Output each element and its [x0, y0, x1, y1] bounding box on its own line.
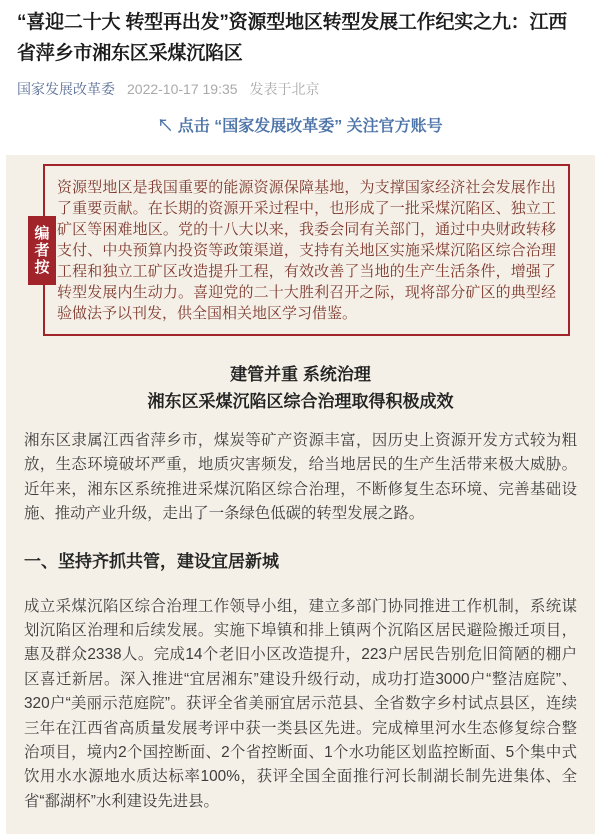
section-heading	[24, 361, 577, 415]
follow-hint	[0, 116, 600, 138]
account-link[interactable]: 国家发展改革委	[17, 81, 115, 97]
article-header	[0, 0, 600, 99]
publish-location: 发表于北京	[249, 81, 320, 97]
editor-tab-char: 者	[34, 242, 50, 259]
article-body-panel	[6, 155, 595, 834]
byline	[17, 79, 584, 99]
section-heading-line2: 湘东区采煤沉陷区综合治理取得积极成效	[147, 392, 454, 411]
subheading-1: 一、坚持齐抓共管，建设宜居新城	[24, 551, 279, 571]
paragraph-section-1: 成立采煤沉陷区综合治理工作领导小组，建立多部门协同推进工作机制，系统谋划沉陷区治理和后续发展。实施下埠镇和排上镇两个沉陷区居民避险搬迁项目，惠及群众2338人。完成14个老旧小区改造提升，223户居民告别危旧简陋的棚户区喜迁新居。深入推进“宜居湘东”建设升级行动，成功打造3000户“整洁庭院”、320户“美丽示范庭院”。获评全省美丽宜居示范县、全省数字乡村试点县区，连续三年在江西省高质量发展考评中获一类县区先进。完成樟里河水生态修复综合整治项目，境内2个国控断面、2个省控断面、1个水功能区划监控断面、5个集中式饮用水水源地水质达标率100%，获评全国全面推行河长制湖长制先进集体、全省“鄱湖杯”水利建设先进县。	[24, 597, 577, 810]
editor-note-box	[34, 164, 570, 336]
publish-date: 2022-10-17 19:35	[127, 81, 238, 97]
section-heading-line1: 建管并重 系统治理	[230, 365, 371, 384]
article-title: “喜迎二十大 转型再出发”资源型地区转型发展工作纪实之九：江西省萍乡市湘东区采煤沉陷区	[17, 12, 568, 64]
follow-hint-text: 点击 “国家发展改革委” 关注官方账号	[177, 118, 443, 135]
editor-note-text: 资源型地区是我国重要的能源资源保障基地，为支撑国家经济社会发展作出了重要贡献。在长期的资源开采过程中，也形成了一批采煤沉陷区、独立工矿区等困难地区。党的十八大以来，我委会同有关部门，通过中央财政转移支付、中央预算内投资等政策渠道，支持有关地区实施采煤沉陷区综合治理工程和独立工矿区改造提升工程，有效改善了当地的生产生活条件，增强了转型发展内生动力。喜迎党的二十大胜利召开之际，现将部分矿区的典型经验做法予以刊发，供全国相关地区学习借鉴。	[57, 179, 556, 322]
paragraph-intro: 湘东区隶属江西省萍乡市，煤炭等矿产资源丰富，因历史上资源开发方式较为粗放，生态环境破坏严重，地质灾害频发，给当地居民的生产生活带来极大威胁。近年来，湘东区系统推进采煤沉陷区综合治理，不断修复生态环境、完善基础设施、推动产业升级，走出了一条绿色低碳的转型发展之路。	[24, 432, 577, 523]
editor-tab-char: 按	[34, 259, 50, 276]
editor-tab-char: 编	[34, 225, 50, 242]
arrow-up-left-icon: ↖	[157, 118, 174, 135]
editor-note-tab	[28, 216, 56, 285]
